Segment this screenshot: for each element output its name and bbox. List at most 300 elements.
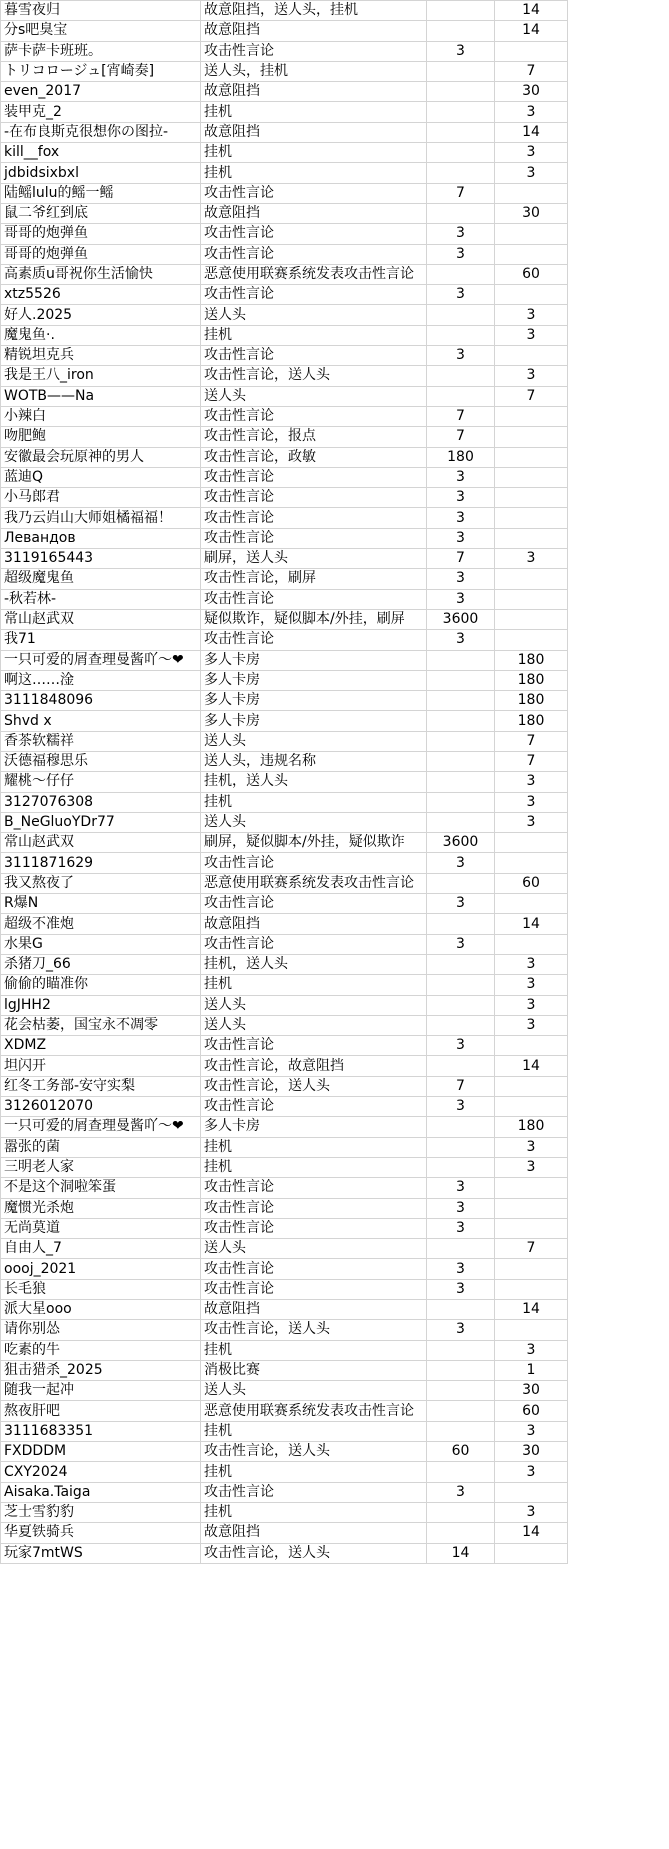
ban-value-a-cell[interactable] (427, 1239, 495, 1259)
violation-cell[interactable]: 故意阻挡 (201, 1300, 427, 1320)
ban-value-a-cell[interactable] (427, 264, 495, 284)
ban-value-b-cell[interactable]: 7 (495, 731, 568, 751)
player-name-cell[interactable]: Левандов (1, 528, 201, 548)
ban-value-b-cell[interactable] (495, 1543, 568, 1563)
violation-cell[interactable]: 攻击性言论 (201, 285, 427, 305)
player-name-cell[interactable]: トリコロージュ[宵崎奏] (1, 61, 201, 81)
ban-value-a-cell[interactable] (427, 82, 495, 102)
violation-cell[interactable]: 攻击性言论，送人头 (201, 1442, 427, 1462)
ban-value-b-cell[interactable] (495, 833, 568, 853)
violation-cell[interactable]: 攻击性言论，送人头 (201, 1076, 427, 1096)
player-name-cell[interactable]: oooj_2021 (1, 1259, 201, 1279)
player-name-cell[interactable]: 超级不准炮 (1, 914, 201, 934)
player-name-cell[interactable]: XDMZ (1, 1036, 201, 1056)
ban-value-b-cell[interactable]: 3 (495, 1502, 568, 1522)
ban-value-a-cell[interactable] (427, 1462, 495, 1482)
player-name-cell[interactable]: Shvd x (1, 711, 201, 731)
violation-cell[interactable]: 多人卡房 (201, 711, 427, 731)
ban-value-b-cell[interactable] (495, 934, 568, 954)
ban-value-a-cell[interactable] (427, 1360, 495, 1380)
player-name-cell[interactable]: Aisaka.Taiga (1, 1482, 201, 1502)
ban-value-b-cell[interactable]: 3 (495, 812, 568, 832)
player-name-cell[interactable]: 小马郎君 (1, 488, 201, 508)
ban-value-a-cell[interactable]: 3 (427, 224, 495, 244)
player-name-cell[interactable]: 超级魔鬼鱼 (1, 569, 201, 589)
violation-cell[interactable]: 攻击性言论 (201, 1178, 427, 1198)
violation-cell[interactable]: 疑似欺诈，疑似脚本/外挂，刷屏 (201, 609, 427, 629)
violation-cell[interactable]: 送人头 (201, 1381, 427, 1401)
ban-value-a-cell[interactable]: 3 (427, 1320, 495, 1340)
player-name-cell[interactable]: 陆鳐lulu的鳐一鳐 (1, 183, 201, 203)
ban-value-b-cell[interactable]: 1 (495, 1360, 568, 1380)
ban-value-b-cell[interactable] (495, 1097, 568, 1117)
ban-value-b-cell[interactable]: 3 (495, 975, 568, 995)
ban-value-a-cell[interactable] (427, 325, 495, 345)
ban-value-b-cell[interactable]: 14 (495, 1, 568, 21)
violation-cell[interactable]: 攻击性言论 (201, 346, 427, 366)
player-name-cell[interactable]: -秋若林- (1, 589, 201, 609)
player-name-cell[interactable]: 啊这……淦 (1, 670, 201, 690)
player-name-cell[interactable]: 常山赵武双 (1, 609, 201, 629)
ban-value-b-cell[interactable] (495, 447, 568, 467)
ban-value-b-cell[interactable] (495, 1036, 568, 1056)
ban-value-b-cell[interactable]: 60 (495, 873, 568, 893)
ban-value-b-cell[interactable]: 180 (495, 1117, 568, 1137)
ban-value-b-cell[interactable] (495, 488, 568, 508)
ban-value-a-cell[interactable]: 3 (427, 589, 495, 609)
ban-value-a-cell[interactable]: 3 (427, 853, 495, 873)
violation-cell[interactable]: 攻击性言论 (201, 1259, 427, 1279)
player-name-cell[interactable]: xtz5526 (1, 285, 201, 305)
violation-cell[interactable]: 故意阻挡 (201, 21, 427, 41)
ban-value-b-cell[interactable]: 3 (495, 1157, 568, 1177)
ban-value-a-cell[interactable] (427, 1157, 495, 1177)
violation-cell[interactable]: 攻击性言论 (201, 630, 427, 650)
ban-value-a-cell[interactable] (427, 670, 495, 690)
ban-value-b-cell[interactable]: 60 (495, 264, 568, 284)
violation-cell[interactable]: 挂机 (201, 325, 427, 345)
player-name-cell[interactable]: 常山赵武双 (1, 833, 201, 853)
player-name-cell[interactable]: 暮雪夜归 (1, 1, 201, 21)
ban-value-b-cell[interactable] (495, 285, 568, 305)
player-name-cell[interactable]: 花会枯萎，国宝永不凋零 (1, 1015, 201, 1035)
violation-cell[interactable]: 故意阻挡 (201, 122, 427, 142)
violation-cell[interactable]: 送人头 (201, 812, 427, 832)
player-name-cell[interactable]: 随我一起冲 (1, 1381, 201, 1401)
ban-value-a-cell[interactable] (427, 812, 495, 832)
ban-value-b-cell[interactable] (495, 853, 568, 873)
violation-cell[interactable]: 攻击性言论 (201, 1097, 427, 1117)
ban-value-b-cell[interactable]: 3 (495, 143, 568, 163)
player-name-cell[interactable]: 华夏铁骑兵 (1, 1523, 201, 1543)
player-name-cell[interactable]: even_2017 (1, 82, 201, 102)
ban-value-b-cell[interactable]: 3 (495, 163, 568, 183)
player-name-cell[interactable]: 玩家7mtWS (1, 1543, 201, 1563)
ban-value-a-cell[interactable]: 3600 (427, 609, 495, 629)
violation-cell[interactable]: 送人头 (201, 386, 427, 406)
ban-value-b-cell[interactable]: 3 (495, 772, 568, 792)
ban-value-b-cell[interactable]: 180 (495, 711, 568, 731)
ban-value-b-cell[interactable]: 180 (495, 691, 568, 711)
player-name-cell[interactable]: 狙击猎杀_2025 (1, 1360, 201, 1380)
ban-value-a-cell[interactable] (427, 386, 495, 406)
violation-cell[interactable]: 挂机 (201, 1462, 427, 1482)
violation-cell[interactable]: 攻击性言论 (201, 224, 427, 244)
ban-value-b-cell[interactable] (495, 1259, 568, 1279)
ban-value-a-cell[interactable]: 3 (427, 1178, 495, 1198)
player-name-cell[interactable]: WOTB——Na (1, 386, 201, 406)
player-name-cell[interactable]: 一只可爱的屑查理曼酱吖～❤ (1, 1117, 201, 1137)
ban-value-b-cell[interactable] (495, 1076, 568, 1096)
player-name-cell[interactable]: 小辣白 (1, 406, 201, 426)
violation-cell[interactable]: 恶意使用联赛系统发表攻击性言论 (201, 1401, 427, 1421)
violation-cell[interactable]: 攻击性言论，送人头 (201, 1543, 427, 1563)
ban-value-a-cell[interactable]: 3600 (427, 833, 495, 853)
violation-cell[interactable]: 挂机 (201, 792, 427, 812)
player-name-cell[interactable]: R爆N (1, 894, 201, 914)
ban-value-a-cell[interactable]: 180 (427, 447, 495, 467)
player-name-cell[interactable]: -在布良斯克很想你の图拉- (1, 122, 201, 142)
ban-value-b-cell[interactable]: 14 (495, 914, 568, 934)
violation-cell[interactable]: 送人头，违规名称 (201, 751, 427, 771)
ban-value-a-cell[interactable]: 3 (427, 934, 495, 954)
ban-value-b-cell[interactable]: 180 (495, 670, 568, 690)
player-name-cell[interactable]: 长毛狼 (1, 1279, 201, 1299)
player-name-cell[interactable]: 魔惯光杀炮 (1, 1198, 201, 1218)
ban-value-a-cell[interactable]: 3 (427, 528, 495, 548)
ban-value-b-cell[interactable]: 3 (495, 1015, 568, 1035)
ban-value-a-cell[interactable] (427, 1502, 495, 1522)
ban-value-b-cell[interactable]: 7 (495, 61, 568, 81)
violation-cell[interactable]: 攻击性言论 (201, 1279, 427, 1299)
ban-value-b-cell[interactable] (495, 224, 568, 244)
ban-value-b-cell[interactable]: 30 (495, 203, 568, 223)
player-name-cell[interactable]: 无尚莫道 (1, 1218, 201, 1238)
ban-value-b-cell[interactable]: 14 (495, 21, 568, 41)
violation-cell[interactable]: 挂机 (201, 143, 427, 163)
ban-value-a-cell[interactable]: 3 (427, 467, 495, 487)
ban-value-a-cell[interactable] (427, 1015, 495, 1035)
violation-cell[interactable]: 攻击性言论，报点 (201, 427, 427, 447)
player-name-cell[interactable]: 高素质u哥祝你生活愉快 (1, 264, 201, 284)
ban-value-a-cell[interactable] (427, 122, 495, 142)
player-name-cell[interactable]: 我乃云岿山大师姐橘福福！ (1, 508, 201, 528)
ban-value-b-cell[interactable]: 14 (495, 1300, 568, 1320)
ban-value-b-cell[interactable]: 3 (495, 102, 568, 122)
violation-cell[interactable]: 攻击性言论 (201, 488, 427, 508)
ban-value-a-cell[interactable] (427, 751, 495, 771)
player-name-cell[interactable]: kill__fox (1, 143, 201, 163)
player-name-cell[interactable]: 坦闪开 (1, 1056, 201, 1076)
ban-value-a-cell[interactable] (427, 305, 495, 325)
ban-value-a-cell[interactable]: 7 (427, 406, 495, 426)
player-name-cell[interactable]: 精锐坦克兵 (1, 346, 201, 366)
player-name-cell[interactable]: 吻肥鲍 (1, 427, 201, 447)
player-name-cell[interactable]: 装甲克_2 (1, 102, 201, 122)
ban-value-a-cell[interactable] (427, 731, 495, 751)
violation-cell[interactable]: 攻击性言论 (201, 406, 427, 426)
violation-cell[interactable]: 送人头，挂机 (201, 61, 427, 81)
ban-value-a-cell[interactable] (427, 21, 495, 41)
violation-cell[interactable]: 故意阻挡 (201, 82, 427, 102)
player-name-cell[interactable]: 杀猪刀_66 (1, 954, 201, 974)
player-name-cell[interactable]: 嚣张的菌 (1, 1137, 201, 1157)
player-name-cell[interactable]: FXDDDM (1, 1442, 201, 1462)
violation-cell[interactable]: 多人卡房 (201, 691, 427, 711)
player-name-cell[interactable]: B_NeGluoYDr77 (1, 812, 201, 832)
violation-cell[interactable]: 挂机 (201, 102, 427, 122)
player-name-cell[interactable]: lgJHH2 (1, 995, 201, 1015)
player-name-cell[interactable]: 我71 (1, 630, 201, 650)
ban-value-b-cell[interactable]: 14 (495, 122, 568, 142)
violation-cell[interactable]: 故意阻挡 (201, 1523, 427, 1543)
ban-value-a-cell[interactable]: 3 (427, 1279, 495, 1299)
ban-value-a-cell[interactable] (427, 203, 495, 223)
violation-cell[interactable]: 攻击性言论 (201, 508, 427, 528)
ban-value-a-cell[interactable] (427, 143, 495, 163)
ban-value-b-cell[interactable] (495, 1320, 568, 1340)
ban-value-a-cell[interactable] (427, 1117, 495, 1137)
ban-value-b-cell[interactable] (495, 406, 568, 426)
player-name-cell[interactable]: 红冬工务部-安守实梨 (1, 1076, 201, 1096)
ban-value-a-cell[interactable] (427, 163, 495, 183)
violation-cell[interactable]: 送人头 (201, 995, 427, 1015)
violation-cell[interactable]: 多人卡房 (201, 650, 427, 670)
ban-value-b-cell[interactable] (495, 589, 568, 609)
violation-cell[interactable]: 攻击性言论 (201, 1036, 427, 1056)
ban-value-b-cell[interactable] (495, 569, 568, 589)
ban-value-a-cell[interactable] (427, 914, 495, 934)
player-name-cell[interactable]: CXY2024 (1, 1462, 201, 1482)
violation-cell[interactable]: 挂机 (201, 1421, 427, 1441)
player-name-cell[interactable]: 耀桃～仔仔 (1, 772, 201, 792)
ban-value-b-cell[interactable] (495, 1218, 568, 1238)
ban-value-b-cell[interactable] (495, 1482, 568, 1502)
violation-cell[interactable]: 挂机 (201, 1157, 427, 1177)
player-name-cell[interactable]: 哥哥的炮弹鱼 (1, 224, 201, 244)
violation-cell[interactable]: 多人卡房 (201, 1117, 427, 1137)
player-name-cell[interactable]: 熬夜肝吧 (1, 1401, 201, 1421)
ban-value-b-cell[interactable]: 3 (495, 1137, 568, 1157)
ban-value-a-cell[interactable]: 3 (427, 569, 495, 589)
ban-value-b-cell[interactable]: 7 (495, 386, 568, 406)
player-name-cell[interactable]: 哥哥的炮弹鱼 (1, 244, 201, 264)
ban-value-a-cell[interactable] (427, 102, 495, 122)
ban-value-b-cell[interactable] (495, 41, 568, 61)
ban-value-a-cell[interactable] (427, 1401, 495, 1421)
ban-value-b-cell[interactable]: 3 (495, 1462, 568, 1482)
player-name-cell[interactable]: 香茶软糯祥 (1, 731, 201, 751)
ban-value-a-cell[interactable] (427, 995, 495, 1015)
violation-cell[interactable]: 攻击性言论 (201, 1198, 427, 1218)
player-name-cell[interactable]: 魔鬼鱼·. (1, 325, 201, 345)
ban-value-a-cell[interactable] (427, 1, 495, 21)
ban-value-a-cell[interactable]: 60 (427, 1442, 495, 1462)
ban-value-b-cell[interactable] (495, 894, 568, 914)
ban-value-a-cell[interactable]: 3 (427, 488, 495, 508)
ban-value-b-cell[interactable] (495, 1198, 568, 1218)
player-name-cell[interactable]: 沃德福穆思乐 (1, 751, 201, 771)
violation-cell[interactable]: 挂机 (201, 163, 427, 183)
ban-value-b-cell[interactable]: 3 (495, 954, 568, 974)
player-name-cell[interactable]: 好人.2025 (1, 305, 201, 325)
ban-value-a-cell[interactable] (427, 366, 495, 386)
ban-value-a-cell[interactable] (427, 792, 495, 812)
ban-value-a-cell[interactable]: 3 (427, 1097, 495, 1117)
ban-value-b-cell[interactable]: 30 (495, 1442, 568, 1462)
player-name-cell[interactable]: 3111848096 (1, 691, 201, 711)
violation-cell[interactable]: 送人头 (201, 305, 427, 325)
ban-value-a-cell[interactable]: 3 (427, 41, 495, 61)
violation-cell[interactable]: 攻击性言论 (201, 1218, 427, 1238)
violation-cell[interactable]: 攻击性言论 (201, 853, 427, 873)
ban-value-a-cell[interactable] (427, 691, 495, 711)
violation-cell[interactable]: 送人头 (201, 731, 427, 751)
ban-value-a-cell[interactable]: 3 (427, 630, 495, 650)
player-name-cell[interactable]: 芝士雪豹豹 (1, 1502, 201, 1522)
ban-value-a-cell[interactable] (427, 1137, 495, 1157)
ban-value-a-cell[interactable] (427, 1340, 495, 1360)
player-name-cell[interactable]: 不是这个洞啦笨蛋 (1, 1178, 201, 1198)
ban-value-a-cell[interactable] (427, 711, 495, 731)
ban-value-a-cell[interactable]: 3 (427, 346, 495, 366)
violation-cell[interactable]: 刷屏，送人头 (201, 549, 427, 569)
ban-value-a-cell[interactable]: 14 (427, 1543, 495, 1563)
ban-value-b-cell[interactable] (495, 609, 568, 629)
ban-value-b-cell[interactable]: 3 (495, 1421, 568, 1441)
player-name-cell[interactable]: 我是王八_iron (1, 366, 201, 386)
player-name-cell[interactable]: 一只可爱的屑查理曼酱吖～❤ (1, 650, 201, 670)
player-name-cell[interactable]: 鼠二爷红到底 (1, 203, 201, 223)
ban-value-b-cell[interactable]: 30 (495, 82, 568, 102)
ban-value-b-cell[interactable] (495, 427, 568, 447)
player-name-cell[interactable]: 分s吧臭宝 (1, 21, 201, 41)
ban-value-a-cell[interactable]: 7 (427, 427, 495, 447)
ban-value-b-cell[interactable] (495, 630, 568, 650)
player-name-cell[interactable]: 自由人_7 (1, 1239, 201, 1259)
violation-cell[interactable]: 故意阻挡 (201, 914, 427, 934)
ban-value-b-cell[interactable]: 30 (495, 1381, 568, 1401)
player-name-cell[interactable]: 萨卡萨卡班班。 (1, 41, 201, 61)
ban-value-b-cell[interactable]: 3 (495, 1340, 568, 1360)
ban-value-b-cell[interactable] (495, 528, 568, 548)
player-name-cell[interactable]: 蓝迪Q (1, 467, 201, 487)
violation-cell[interactable]: 挂机 (201, 975, 427, 995)
player-name-cell[interactable]: 安徽最会玩原神的男人 (1, 447, 201, 467)
violation-cell[interactable]: 攻击性言论 (201, 183, 427, 203)
ban-value-b-cell[interactable]: 14 (495, 1523, 568, 1543)
ban-value-b-cell[interactable]: 3 (495, 325, 568, 345)
ban-value-a-cell[interactable]: 3 (427, 1259, 495, 1279)
violation-cell[interactable]: 消极比赛 (201, 1360, 427, 1380)
ban-value-a-cell[interactable] (427, 954, 495, 974)
violation-cell[interactable]: 送人头 (201, 1239, 427, 1259)
ban-value-b-cell[interactable]: 7 (495, 1239, 568, 1259)
violation-cell[interactable]: 刷屏，疑似脚本/外挂，疑似欺诈 (201, 833, 427, 853)
ban-value-a-cell[interactable] (427, 1523, 495, 1543)
ban-value-b-cell[interactable] (495, 244, 568, 264)
ban-value-a-cell[interactable]: 3 (427, 894, 495, 914)
violation-cell[interactable]: 故意阻挡 (201, 203, 427, 223)
ban-value-b-cell[interactable]: 60 (495, 1401, 568, 1421)
player-name-cell[interactable]: 偷偷的瞄准你 (1, 975, 201, 995)
violation-cell[interactable]: 恶意使用联赛系统发表攻击性言论 (201, 873, 427, 893)
ban-value-a-cell[interactable] (427, 650, 495, 670)
violation-cell[interactable]: 攻击性言论 (201, 528, 427, 548)
violation-cell[interactable]: 攻击性言论 (201, 894, 427, 914)
violation-cell[interactable]: 攻击性言论 (201, 934, 427, 954)
violation-cell[interactable]: 挂机 (201, 1502, 427, 1522)
player-name-cell[interactable]: 派大星ooo (1, 1300, 201, 1320)
player-name-cell[interactable]: 3119165443 (1, 549, 201, 569)
violation-cell[interactable]: 攻击性言论 (201, 244, 427, 264)
player-name-cell[interactable]: 请你别怂 (1, 1320, 201, 1340)
player-name-cell[interactable]: 我又熬夜了 (1, 873, 201, 893)
ban-value-b-cell[interactable]: 3 (495, 366, 568, 386)
violation-cell[interactable]: 挂机 (201, 1137, 427, 1157)
ban-value-b-cell[interactable]: 14 (495, 1056, 568, 1076)
violation-cell[interactable]: 攻击性言论 (201, 41, 427, 61)
violation-cell[interactable]: 攻击性言论 (201, 1482, 427, 1502)
ban-value-b-cell[interactable]: 3 (495, 549, 568, 569)
ban-value-b-cell[interactable] (495, 1279, 568, 1299)
violation-cell[interactable]: 故意阻挡，送人头，挂机 (201, 1, 427, 21)
player-name-cell[interactable]: 3111683351 (1, 1421, 201, 1441)
ban-value-a-cell[interactable]: 7 (427, 183, 495, 203)
ban-value-a-cell[interactable] (427, 1381, 495, 1401)
violation-cell[interactable]: 攻击性言论 (201, 589, 427, 609)
ban-value-a-cell[interactable] (427, 772, 495, 792)
ban-value-a-cell[interactable] (427, 61, 495, 81)
player-name-cell[interactable]: 3111871629 (1, 853, 201, 873)
ban-value-a-cell[interactable] (427, 1421, 495, 1441)
ban-value-a-cell[interactable] (427, 873, 495, 893)
ban-value-a-cell[interactable] (427, 1300, 495, 1320)
violation-cell[interactable]: 攻击性言论，政敏 (201, 447, 427, 467)
ban-value-a-cell[interactable]: 7 (427, 1076, 495, 1096)
ban-value-b-cell[interactable] (495, 346, 568, 366)
violation-cell[interactable]: 攻击性言论，送人头 (201, 366, 427, 386)
ban-value-b-cell[interactable] (495, 1178, 568, 1198)
violation-cell[interactable]: 挂机，送人头 (201, 772, 427, 792)
player-name-cell[interactable]: 3127076308 (1, 792, 201, 812)
ban-value-a-cell[interactable]: 3 (427, 1036, 495, 1056)
ban-value-a-cell[interactable]: 3 (427, 285, 495, 305)
player-name-cell[interactable]: 水果G (1, 934, 201, 954)
ban-value-b-cell[interactable]: 3 (495, 995, 568, 1015)
player-name-cell[interactable]: 三明老人家 (1, 1157, 201, 1177)
violation-cell[interactable]: 攻击性言论，送人头 (201, 1320, 427, 1340)
ban-value-a-cell[interactable]: 3 (427, 244, 495, 264)
ban-value-b-cell[interactable]: 180 (495, 650, 568, 670)
ban-value-b-cell[interactable]: 7 (495, 751, 568, 771)
ban-value-b-cell[interactable] (495, 508, 568, 528)
ban-value-b-cell[interactable]: 3 (495, 305, 568, 325)
ban-value-a-cell[interactable]: 3 (427, 1218, 495, 1238)
ban-value-a-cell[interactable]: 3 (427, 508, 495, 528)
violation-cell[interactable]: 多人卡房 (201, 670, 427, 690)
ban-value-b-cell[interactable]: 3 (495, 792, 568, 812)
violation-cell[interactable]: 送人头 (201, 1015, 427, 1035)
violation-cell[interactable]: 攻击性言论，故意阻挡 (201, 1056, 427, 1076)
player-name-cell[interactable]: jdbidsixbxl (1, 163, 201, 183)
ban-value-a-cell[interactable] (427, 975, 495, 995)
ban-value-a-cell[interactable]: 3 (427, 1198, 495, 1218)
ban-value-a-cell[interactable] (427, 1056, 495, 1076)
ban-value-b-cell[interactable] (495, 183, 568, 203)
player-name-cell[interactable]: 3126012070 (1, 1097, 201, 1117)
player-name-cell[interactable]: 吃素的牛 (1, 1340, 201, 1360)
